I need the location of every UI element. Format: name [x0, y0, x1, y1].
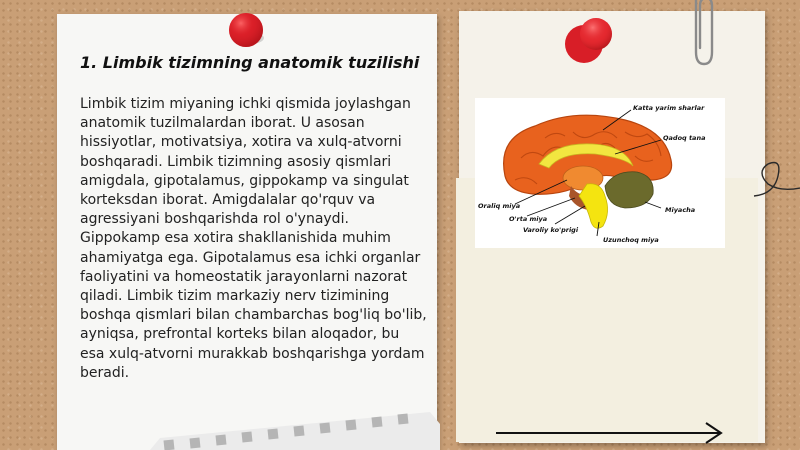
brain-diagram [475, 98, 725, 248]
arrow-right-icon [494, 420, 726, 446]
label-qadoq-tana: Qadoq tana [663, 134, 706, 142]
body-paragraph: Limbik tizim miyaning ichki qismida joylashgan anatomik tuzilmalardan iborat. U asosan hissiyotlar, motivatsiya, xotira va xulq-atvorni boshqaradi. Limbik tizimning asosiy qismlari amigdala, gipotalamus, gippokamp va singulat korteksdan iborat. Amigdalalar qo'rquv va agressiyani boshqarishda rol o'ynaydi. Gippokamp esa xotira shakllanishida muhim ahamiyatga ega. Gipotalamus esa ichki organlar faoliyatini va homeostatik jarayonlarni nazorat qiladi. Limbik tizim markaziy nerv tizimining boshqa qismlari bilan chambarchas bog'liq bo'lib, ayniqsa, prefrontal korteks bilan aloqador, bu esa xulq-atvorni murakkab boshqarishga yordam beradi. [80, 96, 427, 381]
string-curl-decoration [750, 150, 800, 210]
brain-illustration [475, 98, 725, 248]
label-oraliq-miya: Oraliq miya [478, 202, 521, 210]
label-miyacha: Miyacha [665, 206, 696, 214]
pushpin-icon [224, 8, 268, 52]
paperclip-icon [682, 0, 716, 70]
pushpin-icon [562, 12, 620, 68]
label-varoliy-koprigi: Varoliy ko'prigi [523, 226, 579, 234]
label-katta-yarim-sharlar: Katta yarim sharlar [633, 104, 705, 112]
tape-strip [150, 408, 440, 450]
section-title: 1. Limbik tizimning anatomik tuzilishi [80, 53, 420, 72]
label-uzunchoq-miya: Uzunchoq miya [603, 236, 659, 244]
label-orta-miya: O'rta miya [509, 215, 548, 223]
